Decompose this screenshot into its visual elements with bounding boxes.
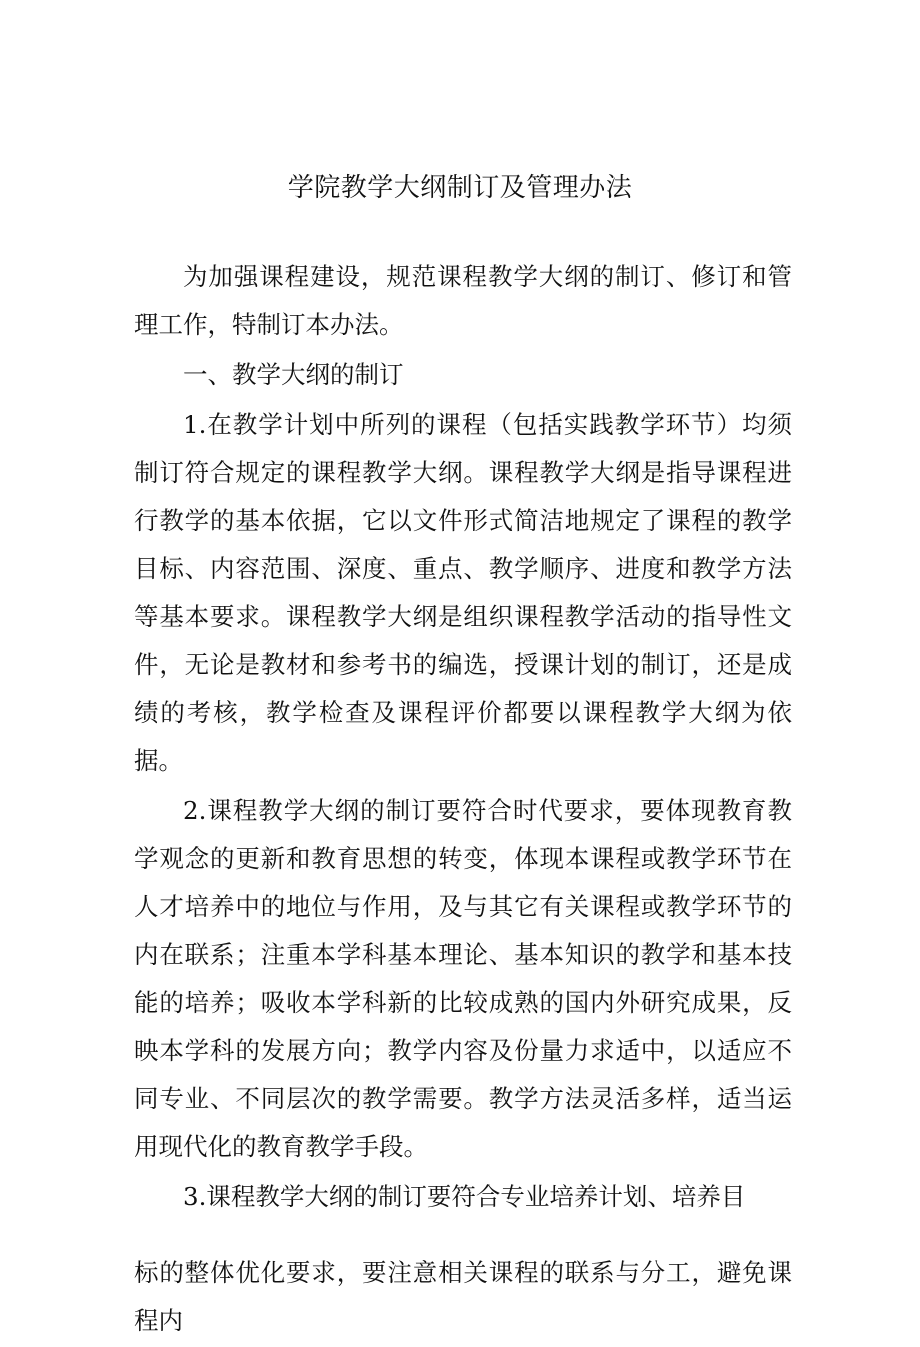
paragraph-item-1: 1.在教学计划中所列的课程（包括实践教学环节）均须制订符合规定的课程教学大纲。课程教学大纲是指导课程进行教学的基本依据，它以文件形式简洁地规定了课程的教学目标、内容范围、深度、重点、教学顺序、进度和教学方法等基本要求。课程教学大纲是组织课程教学活动的指导性文件，无论是教材和参考书的编选，授课计划的制订，还是成绩的考核，教学检查及课程评价都要以课程教学大纲为依据。	[134, 410, 792, 775]
paragraph-item-3-start: 3.课程教学大纲的制订要符合专业培养计划、培养目	[183, 1182, 746, 1211]
document-body	[134, 253, 792, 1347]
document-title: 学院教学大纲制订及管理办法	[287, 173, 633, 203]
paragraph-item-3-continued: 标的整体优化要求，要注意相关课程的联系与分工，避免课程内	[134, 1258, 792, 1335]
paragraph-intro: 为加强课程建设，规范课程教学大纲的制订、修订和管理工作，特制订本办法。	[134, 262, 792, 339]
paragraph-item-2: 2.课程教学大纲的制订要符合时代要求，要体现教育教学观念的更新和教育思想的转变，体现本课程或教学环节在人才培养中的地位与作用，及与其它有关课程或教学环节的内在联系；注重本学科基本理论、基本知识的教学和基本技能的培养；吸收本学科新的比较成熟的国内外研究成果，反映本学科的发展方向；教学内容及份量力求适中，以适应不同专业、不同层次的教学需要。教学方法灵活多样，适当运用现代化的教育教学手段。	[134, 796, 792, 1161]
section-heading-formulation: 一、教学大纲的制订	[183, 360, 404, 389]
